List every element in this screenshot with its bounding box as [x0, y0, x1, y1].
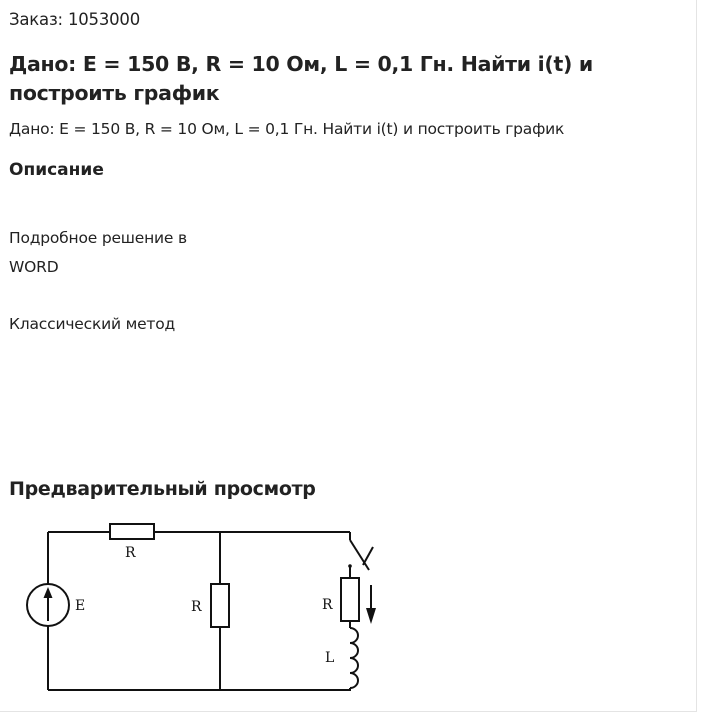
switch-blade	[350, 540, 369, 570]
circuit-diagram	[20, 512, 390, 702]
description-body	[9, 224, 187, 339]
description-line-1: Подробное решение в	[9, 229, 187, 247]
order-number: Заказ: 1053000	[9, 10, 141, 29]
label-e: E	[75, 598, 86, 614]
page-title: Дано: E = 150 В, R = 10 Ом, L = 0,1 Гн. Найти i(t) и построить график	[9, 52, 593, 105]
current-arrow-head	[366, 608, 376, 624]
description-line-2: WORD	[9, 258, 59, 276]
description-line-3: Классический метод	[9, 315, 176, 333]
resistor-top	[110, 524, 154, 539]
preview-heading: Предварительный просмотр	[9, 478, 316, 500]
label-r-middle: R	[191, 599, 202, 615]
page-subtitle: Дано: E = 150 В, R = 10 Ом, L = 0,1 Гн. Найти i(t) и построить график	[9, 120, 565, 138]
description-spacer	[9, 282, 187, 310]
resistor-right	[341, 578, 359, 621]
label-r-right: R	[322, 597, 333, 613]
switch-stop	[363, 547, 373, 565]
inductor-coils	[350, 628, 358, 688]
label-l: L	[325, 650, 335, 666]
label-r-top: R	[125, 545, 136, 561]
resistor-middle	[211, 584, 229, 627]
switch-pivot	[348, 564, 352, 568]
description-heading: Описание	[9, 160, 104, 180]
